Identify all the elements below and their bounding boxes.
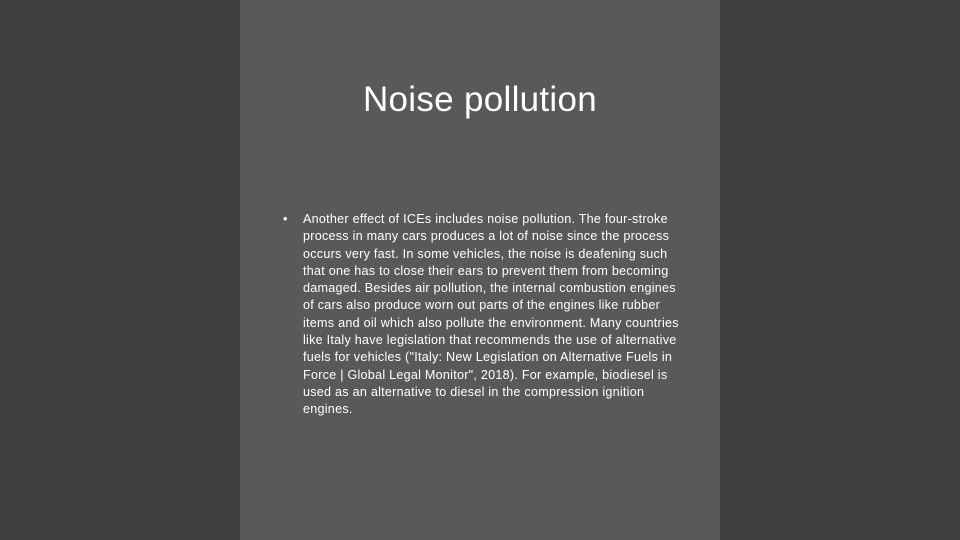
slide <box>240 0 720 540</box>
slide-title: Noise pollution <box>362 80 598 119</box>
bullet-marker: • <box>283 212 288 226</box>
bullet-text: Another effect of ICEs includes noise pollution. The four-stroke process in many cars produces a lot of noise since the process occurs very fast. In some vehicles, the noise is deafening such that one has to close their ears to prevent them from becoming damaged. Besides air pollution, the internal combustion engines of cars also produce worn out parts of the engines like rubber items and oil which also pollute the environment. Many countries like Italy have legislation that recommends the use of alternative fuels for vehicles ("Italy: New Legislation on Alternative Fuels in Force | Global Legal Monitor", 2018). For example, biodiesel is used as an alternative to diesel in the compression ignition engines. <box>303 212 679 417</box>
bullet-item <box>282 211 682 419</box>
bullet-list <box>282 211 682 419</box>
